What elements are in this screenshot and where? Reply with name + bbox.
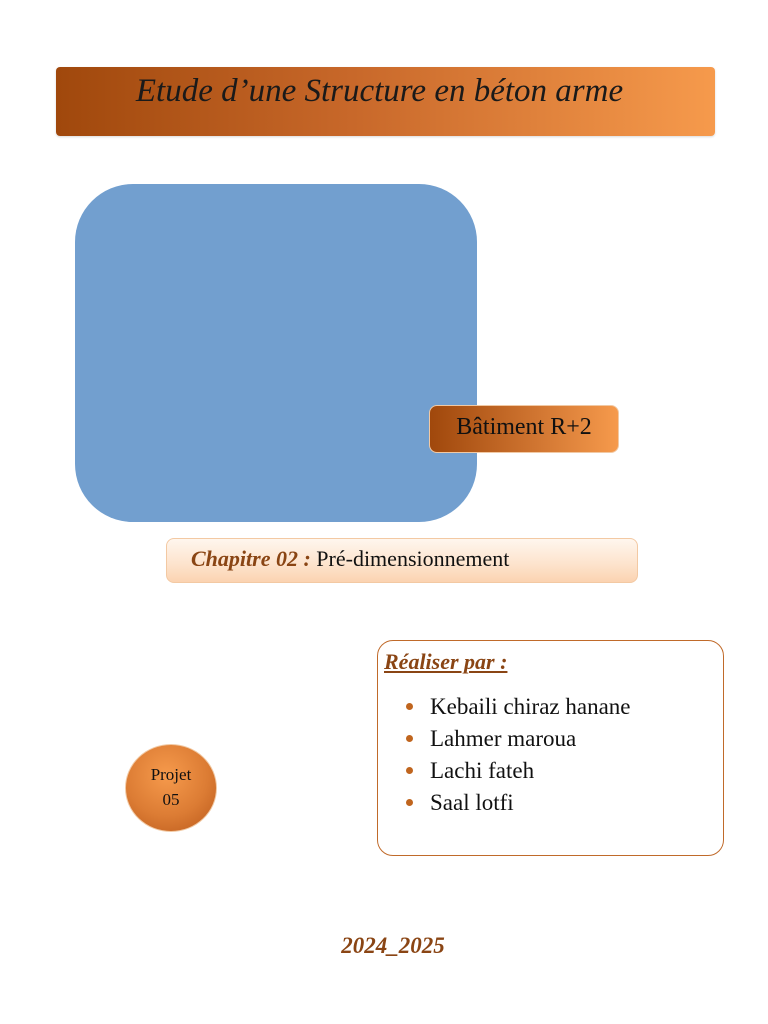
author-name: Lachi fateh [430,758,535,783]
chapter-name: Pré-dimensionnement [316,546,510,571]
author-name: Kebaili chiraz hanane [430,694,631,719]
academic-year: 2024_2025 [341,933,445,958]
authors-box [377,640,724,856]
chapter-line [191,546,509,572]
bullet-icon [406,799,413,806]
author-name: Saal lotfi [430,790,514,815]
project-number: 05 [162,790,180,809]
project-label: Projet [150,765,192,784]
author-item [404,787,631,819]
chapter-box [166,538,638,583]
title-banner [56,67,715,136]
building-badge [429,405,619,453]
author-item [404,691,631,723]
author-item [404,755,631,787]
chapter-label: Chapitre 02 : [191,546,311,571]
authors-heading: Réaliser par : [384,649,508,674]
building-label: Bâtiment R+2 [456,414,592,440]
bullet-icon [406,703,413,710]
author-item [404,723,631,755]
project-badge [125,744,217,832]
bullet-icon [406,767,413,774]
image-placeholder-panel [75,184,477,522]
author-name: Lahmer maroua [430,726,577,751]
authors-list [404,691,631,819]
document-title: Etude d’une Structure en béton arme [135,73,624,109]
bullet-icon [406,735,413,742]
